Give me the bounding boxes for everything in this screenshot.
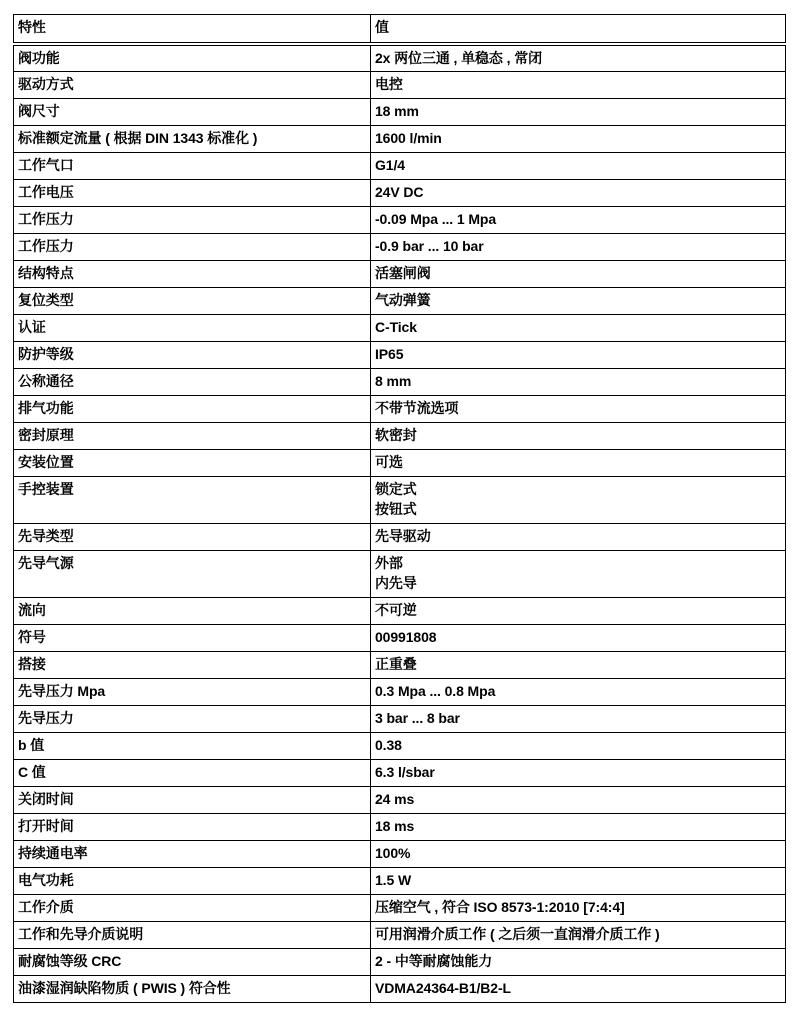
value-cell: -0.09 Mpa ... 1 Mpa	[371, 206, 786, 233]
value-cell: 先导驱动	[371, 523, 786, 550]
col-header-value: 值	[371, 15, 786, 45]
property-cell: 工作压力	[14, 206, 371, 233]
property-cell: 工作压力	[14, 233, 371, 260]
spec-row	[14, 341, 786, 368]
value-cell: 100%	[371, 840, 786, 867]
value-line: 外部	[375, 554, 403, 571]
spec-row	[14, 368, 786, 395]
property-cell: 先导类型	[14, 523, 371, 550]
spec-table	[13, 14, 786, 1003]
value-cell: 电控	[371, 71, 786, 98]
value-cell: 18 ms	[371, 813, 786, 840]
value-line: 内先导	[375, 574, 417, 591]
spec-row	[14, 287, 786, 314]
spec-row	[14, 395, 786, 422]
spec-row	[14, 71, 786, 98]
value-cell: 24 ms	[371, 786, 786, 813]
spec-row	[14, 206, 786, 233]
property-cell: 搭接	[14, 651, 371, 678]
property-cell: 复位类型	[14, 287, 371, 314]
spec-row	[14, 260, 786, 287]
value-cell: 不可逆	[371, 597, 786, 624]
spec-row	[14, 314, 786, 341]
value-line: 锁定式	[375, 480, 417, 497]
spec-row	[14, 840, 786, 867]
spec-row	[14, 550, 786, 597]
spec-row	[14, 98, 786, 125]
spec-row	[14, 179, 786, 206]
spec-row	[14, 678, 786, 705]
property-cell: 排气功能	[14, 395, 371, 422]
value-cell: 0.38	[371, 732, 786, 759]
property-cell: 公称通径	[14, 368, 371, 395]
spec-row	[14, 786, 786, 813]
property-cell: 驱动方式	[14, 71, 371, 98]
spec-row	[14, 44, 786, 71]
property-cell: 阀尺寸	[14, 98, 371, 125]
property-cell: 工作和先导介质说明	[14, 921, 371, 948]
spec-row	[14, 921, 786, 948]
value-cell: 8 mm	[371, 368, 786, 395]
spec-row	[14, 705, 786, 732]
value-cell: C-Tick	[371, 314, 786, 341]
spec-table-body	[14, 44, 786, 1002]
value-cell: -0.9 bar ... 10 bar	[371, 233, 786, 260]
value-cell: 0.3 Mpa ... 0.8 Mpa	[371, 678, 786, 705]
property-cell: 工作电压	[14, 179, 371, 206]
property-cell: 认证	[14, 314, 371, 341]
value-cell: 6.3 l/sbar	[371, 759, 786, 786]
property-cell: 工作介质	[14, 894, 371, 921]
property-cell: 结构特点	[14, 260, 371, 287]
value-cell: 18 mm	[371, 98, 786, 125]
value-cell: 00991808	[371, 624, 786, 651]
value-line: 按钮式	[375, 500, 417, 517]
property-cell: 流向	[14, 597, 371, 624]
property-cell: 先导压力	[14, 705, 371, 732]
value-cell: 压缩空气 , 符合 ISO 8573-1:2010 [7:4:4]	[371, 894, 786, 921]
spec-table-container	[13, 14, 786, 1003]
value-cell: 软密封	[371, 422, 786, 449]
value-cell: VDMA24364-B1/B2-L	[371, 975, 786, 1002]
value-cell: 活塞闸阀	[371, 260, 786, 287]
spec-row	[14, 125, 786, 152]
property-cell: 符号	[14, 624, 371, 651]
value-cell: 正重叠	[371, 651, 786, 678]
spec-row	[14, 894, 786, 921]
property-cell: C 值	[14, 759, 371, 786]
spec-row	[14, 152, 786, 179]
spec-row	[14, 651, 786, 678]
header-row	[14, 15, 786, 45]
property-cell: 油漆湿润缺陷物质 ( PWIS ) 符合性	[14, 975, 371, 1002]
spec-row	[14, 732, 786, 759]
property-cell: 耐腐蚀等级 CRC	[14, 948, 371, 975]
spec-row	[14, 948, 786, 975]
value-cell: 可选	[371, 449, 786, 476]
spec-row	[14, 476, 786, 523]
col-header-property: 特性	[14, 15, 371, 45]
spec-row	[14, 449, 786, 476]
value-cell	[371, 476, 786, 523]
value-cell: 2 - 中等耐腐蚀能力	[371, 948, 786, 975]
property-cell: b 值	[14, 732, 371, 759]
spec-row	[14, 813, 786, 840]
property-cell: 阀功能	[14, 44, 371, 71]
value-cell: 气动弹簧	[371, 287, 786, 314]
property-cell: 持续通电率	[14, 840, 371, 867]
value-cell: G1/4	[371, 152, 786, 179]
spec-row	[14, 422, 786, 449]
spec-row	[14, 597, 786, 624]
spec-row	[14, 624, 786, 651]
value-cell	[371, 550, 786, 597]
value-cell: 不带节流选项	[371, 395, 786, 422]
property-cell: 防护等级	[14, 341, 371, 368]
spec-row	[14, 233, 786, 260]
spec-row	[14, 975, 786, 1002]
spec-row	[14, 759, 786, 786]
property-cell: 先导气源	[14, 550, 371, 597]
property-cell: 标准额定流量 ( 根据 DIN 1343 标准化 )	[14, 125, 371, 152]
value-cell: 1.5 W	[371, 867, 786, 894]
property-cell: 电气功耗	[14, 867, 371, 894]
property-cell: 关闭时间	[14, 786, 371, 813]
property-cell: 先导压力 Mpa	[14, 678, 371, 705]
property-cell: 打开时间	[14, 813, 371, 840]
value-cell: IP65	[371, 341, 786, 368]
value-cell: 3 bar ... 8 bar	[371, 705, 786, 732]
property-cell: 工作气口	[14, 152, 371, 179]
property-cell: 密封原理	[14, 422, 371, 449]
value-cell: 1600 l/min	[371, 125, 786, 152]
property-cell: 安装位置	[14, 449, 371, 476]
value-cell: 可用润滑介质工作 ( 之后须一直润滑介质工作 )	[371, 921, 786, 948]
spec-row	[14, 867, 786, 894]
value-cell: 2x 两位三通 , 单稳态 , 常闭	[371, 44, 786, 71]
value-cell: 24V DC	[371, 179, 786, 206]
spec-row	[14, 523, 786, 550]
spec-table-head	[14, 15, 786, 45]
property-cell: 手控装置	[14, 476, 371, 523]
